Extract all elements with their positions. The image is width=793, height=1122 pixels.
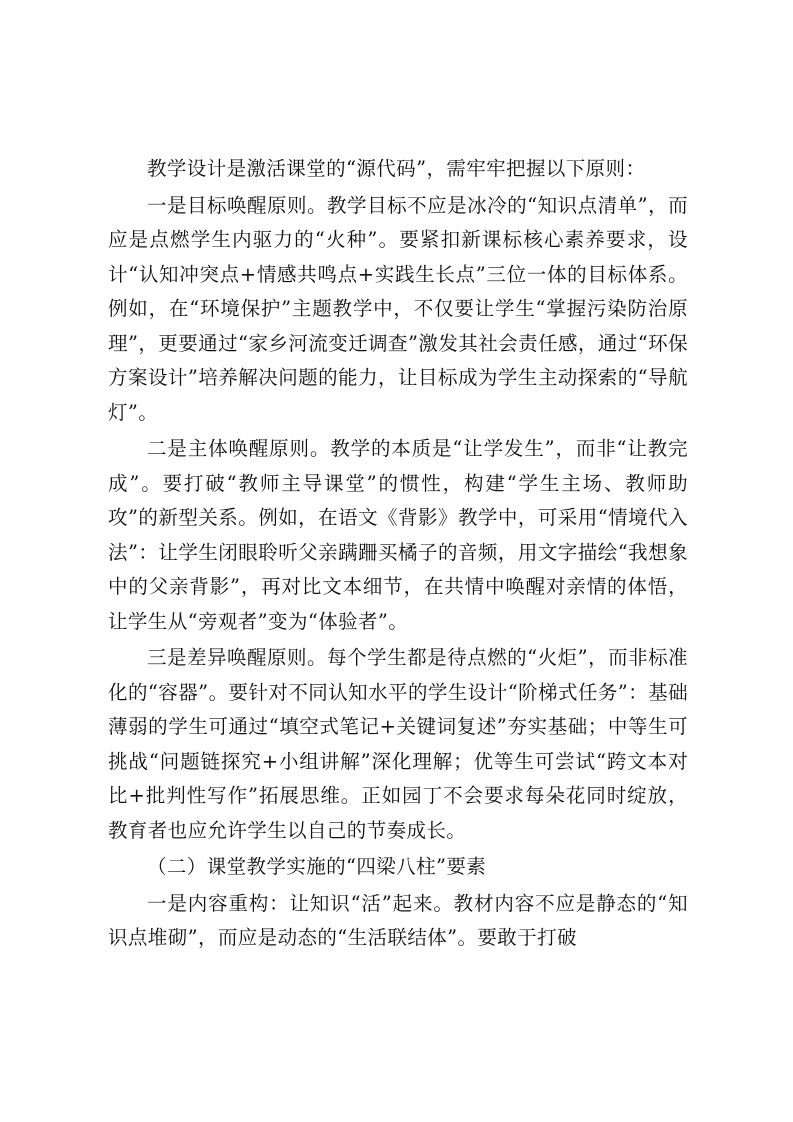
document-body — [108, 152, 688, 958]
intro-paragraph: 教学设计是激活课堂的“源代码”，需牢牢把握以下原则： — [147, 157, 646, 180]
paragraph-goal-principle: 一是目标唤醒原则。教学目标不应是冰冷的“知识点清单”，而应是点燃学生内驱力的“火种”。要紧扣新课标核心素养要求，设计“认知冲突点+情感共鸣点+实践生长点”三位一体的目标体系。例如，在“环境保护”主题教学中，不仅要让学生“掌握污染防治原理”，更要通过“家乡河流变迁调查”激发其社会责任感，通过“环保方案设计”培养解决问题的能力，让目标成为学生主动探索的“导航灯”。 — [108, 193, 688, 424]
paragraph-difference-principle: 三是差异唤醒原则。每个学生都是待点燃的“火炬”，而非标准化的“容器”。要针对不同认知水平的学生设计“阶梯式任务”：基础薄弱的学生可通过“填空式笔记+关键词复述”夯实基础；中等生可挑战“问题链探究+小组讲解”深化理解；优等生可尝试“跨文本对比+批判性写作”拓展思维。正如园丁不会要求每朵花同时绽放，教育者也应允许学生以自己的节奏成长。 — [108, 646, 688, 842]
paragraph-subject-principle: 二是主体唤醒原则。教学的本质是“让学发生”，而非“让教完成”。要打破“教师主导课堂”的惯性，构建“学生主场、教师助攻”的新型关系。例如，在语文《背影》教学中，可采用“情境代入法”：让学生闭眼聆听父亲蹒跚买橘子的音频，用文字描绘“我想象中的父亲背影”，再对比文本细节，在共情中唤醒对亲情的体悟，让学生从“旁观者”变为“体验者”。 — [108, 437, 688, 633]
section-heading: （二）课堂教学实施的“四梁八柱”要素 — [147, 855, 487, 878]
paragraph-content-reconstruction: 一是内容重构：让知识“活”起来。教材内容不应是静态的“知识点堆砌”，而应是动态的“生活联结体”。要敢于打破 — [108, 891, 688, 949]
